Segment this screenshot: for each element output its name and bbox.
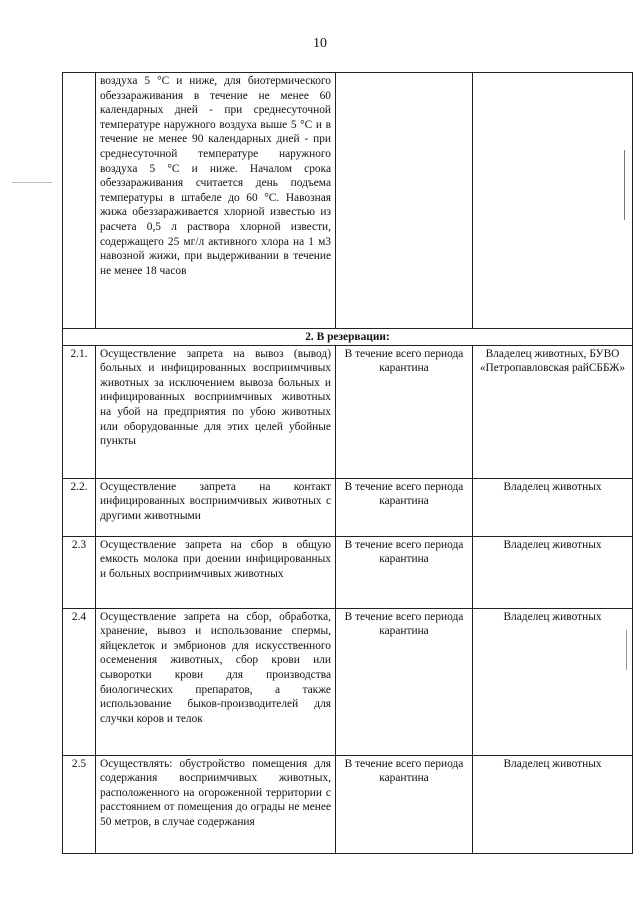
continuation-term-cell — [336, 73, 473, 329]
row-number: 2.4 — [63, 608, 96, 755]
row-term: В течение всего периода карантина — [336, 478, 473, 536]
row-number: 2.5 — [63, 755, 96, 853]
row-term: В течение всего периода карантина — [336, 536, 473, 608]
table-row — [63, 608, 633, 755]
row-number: 2.2. — [63, 478, 96, 536]
row-term: В течение всего периода карантина — [336, 345, 473, 478]
row-measure-text: Осуществлять: обустройство помещения для содержания восприимчивых животных, расположенного на огороженной территории с расстоянием от помещения до ограды не менее 50 метров, в случае содержания — [96, 755, 336, 853]
continuation-resp-cell — [473, 73, 633, 329]
row-responsible: Владелец животных — [473, 608, 633, 755]
table-row — [63, 478, 633, 536]
row-responsible: Владелец животных — [473, 755, 633, 853]
row-measure-text: Осуществление запрета на сбор в общую емкость молока при доении инфицированных и больных восприимчивых животных — [96, 536, 336, 608]
page-number: 10 — [313, 36, 327, 51]
row-number: 2.1. — [63, 345, 96, 478]
row-responsible: Владелец животных — [473, 478, 633, 536]
row-measure-text: Осуществление запрета на контакт инфицированных восприимчивых животных с другими животными — [96, 478, 336, 536]
quarantine-measures-table — [62, 72, 633, 854]
continuation-row — [63, 73, 633, 329]
row-measure-text: Осуществление запрета на вывоз (вывод) больных и инфицированных восприимчивых животных за исключением вывоза больных и инфицированных восприимчивых животных на убой на предприятия по убою животных или оборудованные для этих целей убойные пункты — [96, 345, 336, 478]
table-row — [63, 755, 633, 853]
continuation-text: воздуха 5 °С и ниже, для биотермического обеззараживания в течение не менее 60 календарных дней - при среднесуточной температуре наружного воздуха выше 5 °С и в течение не менее 90 календарных дней - при среднесуточной температуре наружного воздуха 5 °С и ниже. Началом срока обеззараживания считается день подъема температуры в штабеле до 60 °С. Навозная жижа обеззараживается хлорной известью из расчета 0,5 л раствора хлорной извести, содержащего 25 мг/л активного хлора на 1 м3 навозной жижи, при выдерживании в течение не менее 18 часов — [96, 73, 336, 329]
scan-artifact-line — [626, 630, 627, 670]
row-term: В течение всего периода карантина — [336, 608, 473, 755]
scan-artifact-line — [12, 182, 52, 183]
row-responsible: Владелец животных, БУВО «Петропавловская райСББЖ» — [473, 345, 633, 478]
section-header-row — [63, 329, 633, 346]
row-term: В течение всего периода карантина — [336, 755, 473, 853]
section-title: 2. В резервации: — [63, 329, 633, 346]
table-row — [63, 345, 633, 478]
scan-artifact-line — [624, 150, 625, 220]
continuation-num-cell — [63, 73, 96, 329]
table-row — [63, 536, 633, 608]
row-responsible: Владелец животных — [473, 536, 633, 608]
row-number: 2.3 — [63, 536, 96, 608]
row-measure-text: Осуществление запрета на сбор, обработка, хранение, вывоз и использование спермы, яйцеклеток и эмбрионов для искусственного осеменения животных, сбор крови или сыворотки крови для производства биологических препаратов, а также использование быков-производителей для случки коров и телок — [96, 608, 336, 755]
